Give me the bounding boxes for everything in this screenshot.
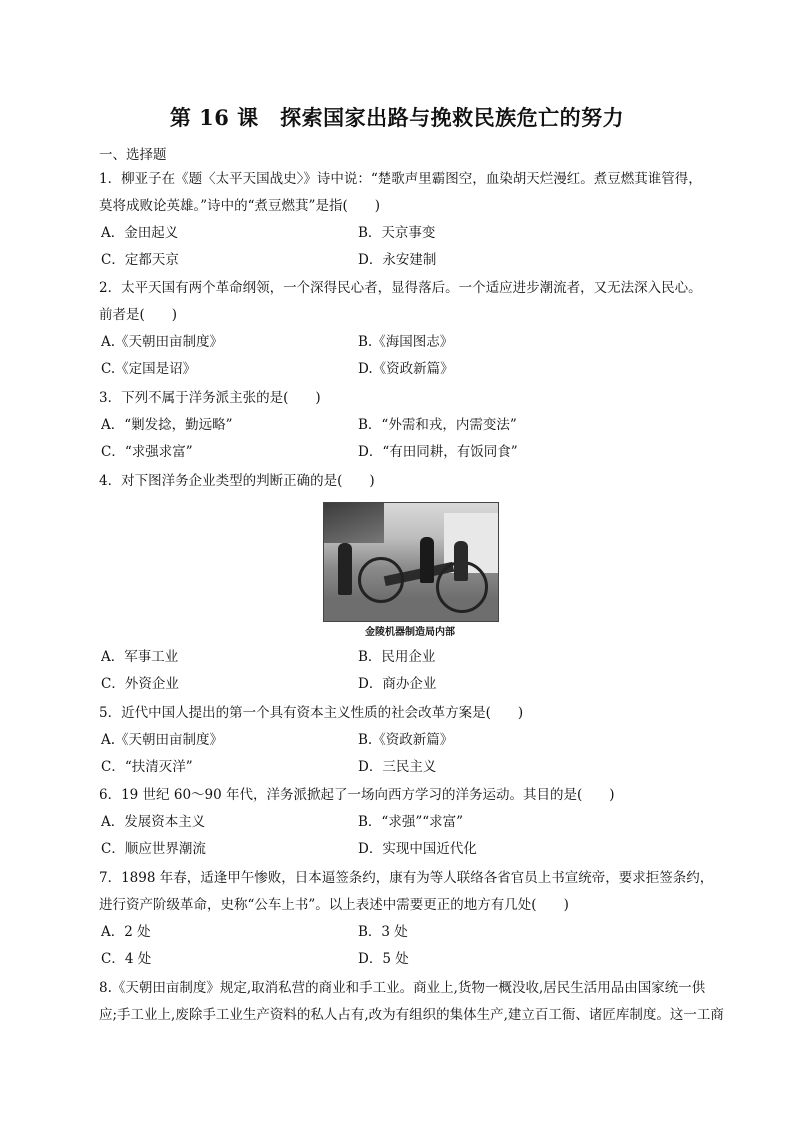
page-title: 第 16 课 探索国家出路与挽救民族危亡的努力: [169, 105, 625, 130]
option-b: B.《资政新篇》: [358, 732, 454, 748]
option-d: D．5 处: [358, 951, 409, 967]
question-line: 1．柳亚子在《题〈太平天国战史〉》诗中说：“楚歌声里霸图空，血染胡天烂漫红。煮豆燃萁谁管得，: [99, 171, 702, 187]
question-3-options: [101, 412, 721, 466]
option-d: D.《资政新篇》: [358, 361, 454, 377]
question-2-options: [101, 329, 721, 383]
option-d: D．永安建制: [358, 252, 437, 268]
option-b: B．3 处: [358, 924, 408, 940]
question-line: 5．近代中国人提出的第一个具有资本主义性质的社会改革方案是( ): [99, 705, 524, 721]
question-7: [99, 865, 739, 919]
question-line: 进行资产阶级革命，史称“公车上书”。以上表述中需要更正的地方有几处( ): [99, 897, 569, 913]
option-d: D．“有田同耕，有饭同食”: [358, 444, 518, 460]
option-c: C．4 处: [101, 951, 152, 967]
option-c: C．外资企业: [101, 676, 179, 692]
question-4-options: [101, 644, 721, 698]
option-b: B．民用企业: [358, 649, 436, 665]
option-c: C．“求强求富”: [101, 444, 193, 460]
question-line: 6．19 世纪 60～90 年代，洋务派掀起了一场向西方学习的洋务运动。其目的是( ): [99, 787, 615, 803]
option-a: A．“剿发捻，勤远略”: [101, 417, 233, 433]
option-a: A.《天朝田亩制度》: [101, 334, 224, 350]
question-line: 7．1898 年春，适逢甲午惨败，日本逼签条约，康有为等人联络各省官员上书宣统帝，要求拒签条约，: [99, 870, 714, 886]
question-line: 莫将成败论英雄。”诗中的“煮豆燃萁”是指( ): [99, 198, 380, 214]
question-5-options: [101, 727, 721, 781]
option-d: D．实现中国近代化: [358, 841, 477, 857]
option-c: C.《定国是诏》: [101, 361, 197, 377]
option-a: A．发展资本主义: [101, 814, 206, 830]
question-line: 2．太平天国有两个革命纲领，一个深得民心者，显得落后。一个适应进步潮流者，又无法深入民心。: [99, 280, 702, 296]
option-b: B．天京事变: [358, 225, 436, 241]
option-b: B.《海国图志》: [358, 334, 454, 350]
question-2: [99, 275, 739, 329]
question-line: 4．对下图洋务企业类型的判断正确的是( ): [99, 473, 375, 489]
option-b: B．“求强”“求富”: [358, 814, 464, 830]
option-c: C．“扶清灭洋”: [101, 759, 193, 775]
question-3: [99, 385, 739, 412]
figure-caption: 金陵机器制造局内部: [365, 627, 455, 638]
option-a: A．2 处: [101, 924, 151, 940]
option-b: B．“外需和戎，内需变法”: [358, 417, 517, 433]
option-d: D．商办企业: [358, 676, 437, 692]
question-7-options: [101, 919, 721, 973]
option-a: A．金田起义: [101, 225, 179, 241]
question-6: [99, 782, 739, 809]
option-c: C．定都天京: [101, 252, 179, 268]
question-5: [99, 700, 739, 727]
question-line: 应;手工业上,废除手工业生产资料的私人占有,改为有组织的集体生产,建立百工衙、诸匠库制度。这一工商: [99, 1007, 724, 1023]
question-line: 3．下列不属于洋务派主张的是( ): [99, 390, 321, 406]
option-a: A.《天朝田亩制度》: [101, 732, 224, 748]
option-d: D．三民主义: [358, 759, 437, 775]
question-1: [99, 166, 739, 220]
question-6-options: [101, 809, 721, 863]
question-line: 前者是( ): [99, 307, 178, 323]
question-1-options: [101, 220, 721, 274]
question-4: [99, 468, 739, 495]
option-a: A．军事工业: [101, 649, 179, 665]
option-c: C．顺应世界潮流: [101, 841, 206, 857]
question-line: 8.《天朝田亩制度》规定,取消私营的商业和手工业。商业上,货物一概没收,居民生活用品由国家统一供: [99, 980, 706, 996]
question-8: [99, 975, 739, 1029]
section-heading: 一、选择题: [99, 147, 167, 163]
factory-photo: [323, 502, 499, 622]
